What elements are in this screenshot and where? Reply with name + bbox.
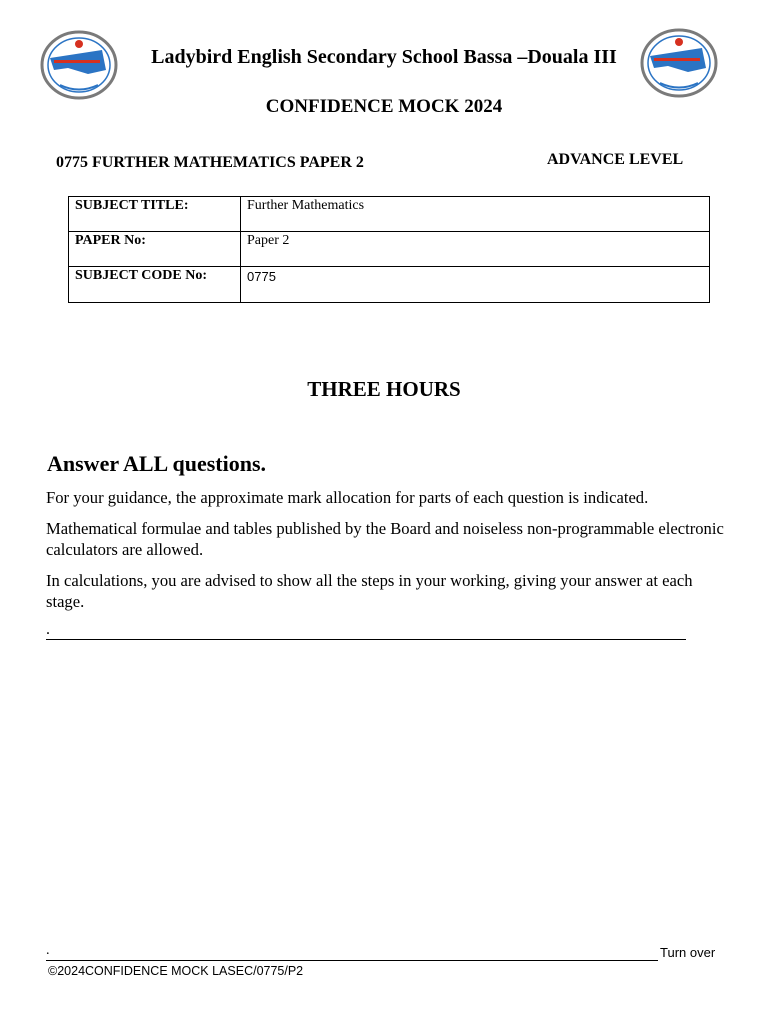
school-name: Ladybird English Secondary School Bassa –Douala III (151, 46, 617, 68)
instruction-paragraph: Mathematical formulae and tables published by the Board and noiseless non-programmable electronic calculators are allowed. (46, 519, 724, 559)
subject-code-label: SUBJECT CODE No: (69, 267, 241, 303)
instructions-heading: Answer ALL questions. (47, 451, 267, 476)
paper-title: 0775 FURTHER MATHEMATICS PAPER 2 (56, 154, 364, 171)
subject-title-value: Further Mathematics (241, 197, 710, 232)
rule-marker: . (46, 621, 50, 638)
subject-title-label: SUBJECT TITLE: (69, 197, 241, 232)
footer-copyright: ©2024CONFIDENCE MOCK LASEC/0775/P2 (48, 964, 304, 978)
divider (46, 639, 686, 640)
exam-duration: THREE HOURS (307, 377, 461, 401)
exam-title: CONFIDENCE MOCK 2024 (265, 96, 503, 117)
rule-marker: . (46, 943, 50, 958)
subject-code-value: 0775 (241, 267, 710, 303)
level-label: ADVANCE LEVEL (547, 151, 684, 168)
subject-info-table (68, 196, 710, 303)
table-row (69, 197, 710, 232)
table-row (69, 267, 710, 303)
divider (46, 960, 658, 961)
turn-over-note: Turn over (660, 945, 716, 960)
table-row (69, 232, 710, 267)
paper-number-value: Paper 2 (241, 232, 710, 267)
instruction-paragraph: In calculations, you are advised to show all the steps in your working, giving your answer at each stage. (46, 571, 693, 611)
paper-number-label: PAPER No: (69, 232, 241, 267)
instruction-paragraph: For your guidance, the approximate mark allocation for parts of each question is indicated. (46, 488, 649, 507)
